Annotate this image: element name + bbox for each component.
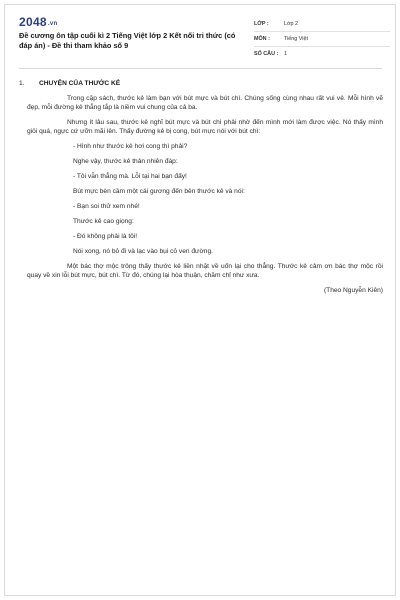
question-heading	[19, 79, 383, 88]
passage-paragraph: Nhưng ít lâu sau, thước kẻ nghĩ bút mực và bút chì phải nhờ đến mình mới làm được việc. Nó thấy mình giỏi quá, ngực cứ ưỡn mãi lên. Thấy đường kẻ bị cong, bút mực nói với bút chì:	[27, 119, 383, 135]
meta-label: MÔN :	[254, 36, 270, 42]
site-logo[interactable]	[19, 15, 57, 29]
passage-line: - Tôi vẫn thẳng mà. Lỗi tại hai bạn đấy!	[73, 173, 187, 180]
meta-table	[254, 17, 390, 61]
passage-paragraph: Trong cặp sách, thước kẻ làm bạn với bút mực và bút chì. Chúng sống cùng nhau rất vui vẻ. Mỗi hình vẽ đẹp, mỗi đường kẻ thẳng tắp là niềm vui chung của cả ba.	[27, 95, 383, 111]
document-title: Đề cương ôn tập cuối kì 2 Tiếng Việt lớp 2 Kết nối tri thức (có đáp án) - Đề thi tham khảo số 9	[19, 31, 236, 50]
passage-author: (Theo Nguyễn Kiên)	[323, 287, 383, 294]
passage-line: Thước kẻ cao giọng:	[73, 218, 134, 225]
question-block	[19, 79, 383, 301]
passage-line: - Hình như thước kẻ hơi cong thì phải?	[73, 143, 188, 150]
passage-line: Bút mực bèn cầm một cái gương đến bên thước kẻ và nói:	[73, 188, 245, 195]
question-title: CHUYỆN CỦA THƯỚC KẺ	[39, 80, 121, 87]
meta-value: Tiếng Việt	[284, 36, 308, 42]
meta-label: SỐ CÂU :	[254, 51, 279, 57]
passage-line: Nói xong, nó bỏ đi và lạc vào bụi cỏ ven đường.	[73, 248, 213, 255]
meta-row-class	[254, 17, 390, 32]
header-divider	[19, 68, 382, 69]
sheet-header	[19, 15, 389, 65]
meta-label: LỚP :	[254, 21, 269, 27]
passage-paragraph: Một bác thợ mộc trông thấy thước kẻ liền nhặt về uốn lại cho thẳng. Thước kẻ cảm ơn bác thợ mộc rồi quay về xin lỗi bút mực, bút chì. Từ đó, chúng lại hòa thuận, chăm chỉ như xưa.	[27, 263, 383, 279]
passage-line: - Bạn soi thử xem nhé!	[73, 203, 140, 210]
meta-row-question-count	[254, 47, 390, 61]
passage-line: - Đó không phải là tôi!	[73, 233, 138, 240]
question-number: 1.	[19, 80, 25, 87]
passage-line: Nghe vậy, thước kẻ thản nhiên đáp:	[73, 158, 178, 165]
meta-value: Lớp 2	[284, 21, 299, 27]
logo-main: 2048	[19, 15, 47, 29]
logo-suffix: .vn	[47, 21, 58, 27]
exam-sheet	[4, 4, 396, 596]
passage	[19, 94, 383, 295]
meta-row-subject	[254, 32, 390, 47]
meta-value: 1	[284, 51, 287, 57]
